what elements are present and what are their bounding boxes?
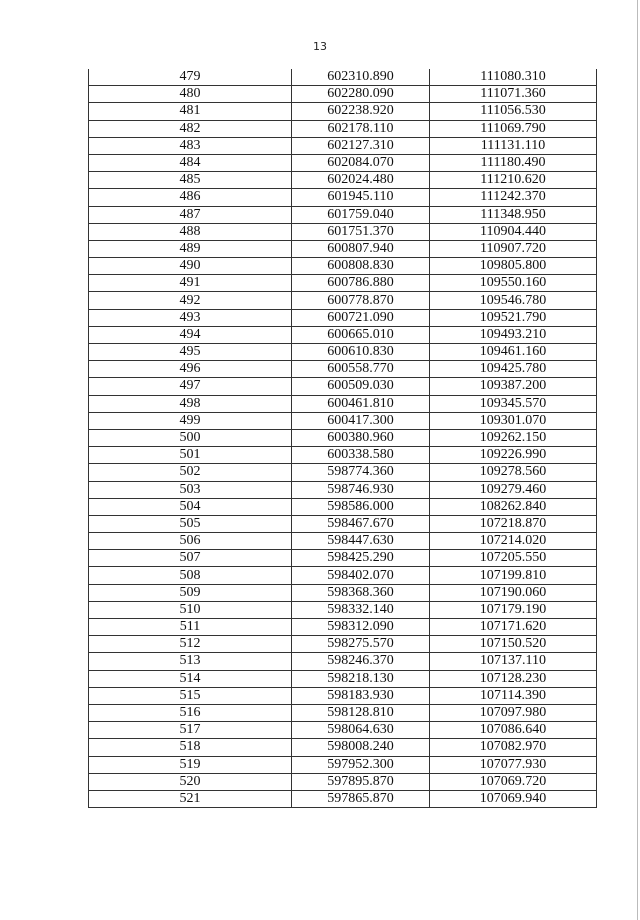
point-number-cell: 488 [89, 223, 292, 240]
point-number-cell: 506 [89, 533, 292, 550]
table-row [89, 790, 597, 807]
y-coordinate-cell: 107086.640 [430, 722, 597, 739]
table-row [89, 550, 597, 567]
x-coordinate-cell: 598746.930 [292, 481, 430, 498]
x-coordinate-cell: 598586.000 [292, 498, 430, 515]
table-row [89, 69, 597, 86]
y-coordinate-cell: 109301.070 [430, 412, 597, 429]
x-coordinate-cell: 598218.130 [292, 670, 430, 687]
table-row [89, 206, 597, 223]
table-row [89, 275, 597, 292]
table-row [89, 481, 597, 498]
point-number-cell: 513 [89, 653, 292, 670]
x-coordinate-cell: 600610.830 [292, 344, 430, 361]
x-coordinate-cell: 601759.040 [292, 206, 430, 223]
y-coordinate-cell: 107069.720 [430, 773, 597, 790]
y-coordinate-cell: 107128.230 [430, 670, 597, 687]
y-coordinate-cell: 109262.150 [430, 429, 597, 446]
table-row [89, 103, 597, 120]
y-coordinate-cell: 111348.950 [430, 206, 597, 223]
x-coordinate-cell: 598425.290 [292, 550, 430, 567]
point-number-cell: 515 [89, 687, 292, 704]
y-coordinate-cell: 109521.790 [430, 309, 597, 326]
x-coordinate-cell: 600380.960 [292, 429, 430, 446]
y-coordinate-cell: 111056.530 [430, 103, 597, 120]
table-row [89, 687, 597, 704]
x-coordinate-cell: 600665.010 [292, 326, 430, 343]
y-coordinate-cell: 107218.870 [430, 515, 597, 532]
y-coordinate-cell: 107114.390 [430, 687, 597, 704]
x-coordinate-cell: 598332.140 [292, 601, 430, 618]
point-number-cell: 518 [89, 739, 292, 756]
table-row [89, 429, 597, 446]
point-number-cell: 504 [89, 498, 292, 515]
x-coordinate-cell: 601751.370 [292, 223, 430, 240]
x-coordinate-cell: 602127.310 [292, 137, 430, 154]
table-row [89, 326, 597, 343]
table-row [89, 258, 597, 275]
point-number-cell: 491 [89, 275, 292, 292]
table-row [89, 120, 597, 137]
point-number-cell: 482 [89, 120, 292, 137]
point-number-cell: 511 [89, 619, 292, 636]
x-coordinate-cell: 600417.300 [292, 412, 430, 429]
x-coordinate-cell: 598402.070 [292, 567, 430, 584]
table-row [89, 447, 597, 464]
point-number-cell: 499 [89, 412, 292, 429]
table-row [89, 361, 597, 378]
point-number-cell: 486 [89, 189, 292, 206]
point-number-cell: 480 [89, 86, 292, 103]
table-row [89, 292, 597, 309]
x-coordinate-cell: 602084.070 [292, 154, 430, 171]
point-number-cell: 487 [89, 206, 292, 223]
x-coordinate-cell: 602024.480 [292, 172, 430, 189]
y-coordinate-cell: 110907.720 [430, 240, 597, 257]
y-coordinate-cell: 107150.520 [430, 636, 597, 653]
table-row [89, 378, 597, 395]
x-coordinate-cell: 601945.110 [292, 189, 430, 206]
y-coordinate-cell: 108262.840 [430, 498, 597, 515]
point-number-cell: 490 [89, 258, 292, 275]
point-number-cell: 521 [89, 790, 292, 807]
x-coordinate-cell: 598008.240 [292, 739, 430, 756]
point-number-cell: 481 [89, 103, 292, 120]
x-coordinate-cell: 600558.770 [292, 361, 430, 378]
x-coordinate-cell: 600778.870 [292, 292, 430, 309]
table-row [89, 567, 597, 584]
x-coordinate-cell: 600461.810 [292, 395, 430, 412]
y-coordinate-cell: 107137.110 [430, 653, 597, 670]
table-row [89, 653, 597, 670]
point-number-cell: 508 [89, 567, 292, 584]
y-coordinate-cell: 109226.990 [430, 447, 597, 464]
point-number-cell: 505 [89, 515, 292, 532]
y-coordinate-cell: 111080.310 [430, 69, 597, 86]
point-number-cell: 497 [89, 378, 292, 395]
point-number-cell: 517 [89, 722, 292, 739]
table-row [89, 189, 597, 206]
y-coordinate-cell: 107082.970 [430, 739, 597, 756]
x-coordinate-cell: 600721.090 [292, 309, 430, 326]
point-number-cell: 503 [89, 481, 292, 498]
y-coordinate-cell: 109805.800 [430, 258, 597, 275]
table-row [89, 498, 597, 515]
point-number-cell: 492 [89, 292, 292, 309]
point-number-cell: 502 [89, 464, 292, 481]
point-number-cell: 516 [89, 704, 292, 721]
y-coordinate-cell: 111071.360 [430, 86, 597, 103]
x-coordinate-cell: 598447.630 [292, 533, 430, 550]
y-coordinate-cell: 107214.020 [430, 533, 597, 550]
x-coordinate-cell: 600807.940 [292, 240, 430, 257]
table-row [89, 240, 597, 257]
point-number-cell: 501 [89, 447, 292, 464]
point-number-cell: 512 [89, 636, 292, 653]
y-coordinate-cell: 111210.620 [430, 172, 597, 189]
page-number: 13 [313, 40, 327, 53]
table-row [89, 773, 597, 790]
y-coordinate-cell: 107205.550 [430, 550, 597, 567]
y-coordinate-cell: 109387.200 [430, 378, 597, 395]
x-coordinate-cell: 598183.930 [292, 687, 430, 704]
x-coordinate-cell: 602280.090 [292, 86, 430, 103]
point-number-cell: 500 [89, 429, 292, 446]
x-coordinate-cell: 597952.300 [292, 756, 430, 773]
point-number-cell: 496 [89, 361, 292, 378]
x-coordinate-cell: 598246.370 [292, 653, 430, 670]
table-row [89, 739, 597, 756]
table-row [89, 309, 597, 326]
y-coordinate-cell: 109546.780 [430, 292, 597, 309]
table-row [89, 154, 597, 171]
point-number-cell: 485 [89, 172, 292, 189]
y-coordinate-cell: 111242.370 [430, 189, 597, 206]
x-coordinate-cell: 597865.870 [292, 790, 430, 807]
table-row [89, 412, 597, 429]
x-coordinate-cell: 600808.830 [292, 258, 430, 275]
x-coordinate-cell: 598774.360 [292, 464, 430, 481]
table-row [89, 584, 597, 601]
x-coordinate-cell: 598312.090 [292, 619, 430, 636]
y-coordinate-cell: 109493.210 [430, 326, 597, 343]
point-number-cell: 479 [89, 69, 292, 86]
y-coordinate-cell: 109278.560 [430, 464, 597, 481]
table-row [89, 395, 597, 412]
y-coordinate-cell: 109279.460 [430, 481, 597, 498]
coordinates-table [88, 69, 597, 808]
x-coordinate-cell: 597895.870 [292, 773, 430, 790]
y-coordinate-cell: 109345.570 [430, 395, 597, 412]
y-coordinate-cell: 107097.980 [430, 704, 597, 721]
table-row [89, 137, 597, 154]
x-coordinate-cell: 600786.880 [292, 275, 430, 292]
table-row [89, 636, 597, 653]
y-coordinate-cell: 111180.490 [430, 154, 597, 171]
table-row [89, 619, 597, 636]
point-number-cell: 493 [89, 309, 292, 326]
y-coordinate-cell: 109425.780 [430, 361, 597, 378]
y-coordinate-cell: 110904.440 [430, 223, 597, 240]
table-row [89, 86, 597, 103]
table-row [89, 172, 597, 189]
point-number-cell: 494 [89, 326, 292, 343]
y-coordinate-cell: 107171.620 [430, 619, 597, 636]
x-coordinate-cell: 602310.890 [292, 69, 430, 86]
point-number-cell: 510 [89, 601, 292, 618]
y-coordinate-cell: 111069.790 [430, 120, 597, 137]
point-number-cell: 507 [89, 550, 292, 567]
point-number-cell: 520 [89, 773, 292, 790]
point-number-cell: 514 [89, 670, 292, 687]
table-row [89, 722, 597, 739]
point-number-cell: 519 [89, 756, 292, 773]
x-coordinate-cell: 598368.360 [292, 584, 430, 601]
point-number-cell: 484 [89, 154, 292, 171]
y-coordinate-cell: 107190.060 [430, 584, 597, 601]
y-coordinate-cell: 107069.940 [430, 790, 597, 807]
y-coordinate-cell: 107199.810 [430, 567, 597, 584]
x-coordinate-cell: 602238.920 [292, 103, 430, 120]
table-row [89, 670, 597, 687]
x-coordinate-cell: 598128.810 [292, 704, 430, 721]
y-coordinate-cell: 107179.190 [430, 601, 597, 618]
point-number-cell: 483 [89, 137, 292, 154]
table-row [89, 464, 597, 481]
table-row [89, 223, 597, 240]
table-row [89, 756, 597, 773]
x-coordinate-cell: 600509.030 [292, 378, 430, 395]
table-row [89, 601, 597, 618]
y-coordinate-cell: 107077.930 [430, 756, 597, 773]
point-number-cell: 495 [89, 344, 292, 361]
point-number-cell: 509 [89, 584, 292, 601]
point-number-cell: 498 [89, 395, 292, 412]
page-edge [637, 0, 638, 920]
table-row [89, 344, 597, 361]
x-coordinate-cell: 600338.580 [292, 447, 430, 464]
table-row [89, 533, 597, 550]
table-row [89, 515, 597, 532]
point-number-cell: 489 [89, 240, 292, 257]
y-coordinate-cell: 109461.160 [430, 344, 597, 361]
y-coordinate-cell: 111131.110 [430, 137, 597, 154]
x-coordinate-cell: 598467.670 [292, 515, 430, 532]
x-coordinate-cell: 602178.110 [292, 120, 430, 137]
coordinates-table-body [89, 69, 597, 808]
y-coordinate-cell: 109550.160 [430, 275, 597, 292]
x-coordinate-cell: 598064.630 [292, 722, 430, 739]
x-coordinate-cell: 598275.570 [292, 636, 430, 653]
table-row [89, 704, 597, 721]
